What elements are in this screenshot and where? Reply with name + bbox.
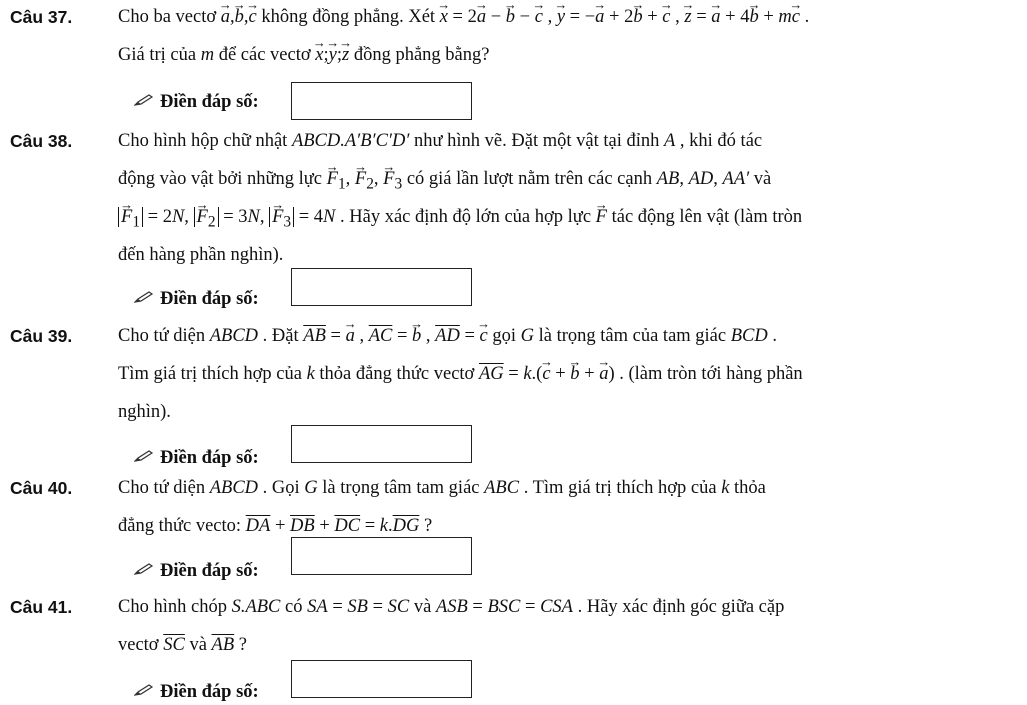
question-40-line-1: Cho tứ diện ABCD . Gọi G là trọng tâm tam giác ABC . Tìm giá trị thích hợp của k thỏa [118, 478, 766, 498]
question-number: Câu 41. [10, 597, 73, 617]
pencil-icon [134, 286, 154, 312]
question-38-line-4: đến hàng phần nghìn). [118, 245, 284, 265]
answer-prompt: Điền đáp số: [134, 558, 259, 584]
question-39-line-2: Tìm giá trị thích hợp của k thỏa đẳng thức vectơ $\overline{AG} = k.(\to c$ + → b + → a) . (làm tròn tới hàng phần [118, 361, 803, 387]
question-number: Câu 40. [10, 478, 73, 498]
question-38-line-1: Cho hình hộp chữ nhật ABCD.A′B′C′D′ như hình vẽ. Đặt một vật tại đỉnh A , khi đó tác [118, 131, 763, 151]
question-39-line-3: nghìn). [118, 402, 171, 422]
pencil-icon [134, 89, 154, 115]
question-41-line-1: Cho hình chóp S.ABC có SA = SB = SC và ASB = BSC = CSA . Hãy xác định góc giữa cặp [118, 597, 785, 617]
pencil-icon [134, 679, 154, 705]
answer-prompt: Điền đáp số: [134, 679, 259, 705]
question-37-line-1: Cho ba vectơ → a,→ b,→ c không đồng phẳng. Xét → x = 2→ a − → b − → c , → y = −→ a + 2→ b + → c , → z = → a + 4→ b + m→ c . [118, 4, 809, 30]
answer-input-box[interactable] [291, 537, 472, 575]
question-39-line-1: Cho tứ diện ABCD . Đặt $\overline{AB}$ = → a , $\overline{AC}$ = → b , $\overline{AD}$ = → c gọi G là trọng tâm của tam giác BCD . [118, 323, 777, 349]
answer-input-box[interactable] [291, 268, 472, 306]
answer-input-box[interactable] [291, 82, 472, 120]
answer-prompt: Điền đáp số: [134, 286, 259, 312]
question-41-line-2: vectơ $\overline{SC}$ và $\overline{AB}$ ? [118, 635, 247, 655]
pencil-icon [134, 558, 154, 584]
answer-prompt: Điền đáp số: [134, 445, 259, 471]
answer-input-box[interactable] [291, 425, 472, 463]
question-number: Câu 38. [10, 131, 73, 151]
question-37-line-2: Giá trị của m để các vectơ → x;→ y;→ z đồng phẳng bằng? [118, 42, 489, 68]
question-38-line-3: → $F_1 = 2N$, → $F_2 = 3N$, → $F_3 = 4N$ . Hãy xác định độ lớn của hợp lực → F tác động lên vật (làm tròn [118, 204, 802, 236]
question-38-line-2: động vào vật bởi những lực → $F_1$, → $F_2$, → $F_3$ có giá lần lượt nằm trên các cạnh AB, AD, AA′ và [118, 166, 771, 198]
answer-input-box[interactable] [291, 660, 472, 698]
question-number: Câu 37. [10, 7, 73, 27]
question-40-line-2: đẳng thức vecto: $\overline{DA} + \overline{DB} + \overline{DC} = k.\overline{DG}$ ? [118, 516, 433, 536]
answer-prompt: Điền đáp số: [134, 89, 259, 115]
pencil-icon [134, 445, 154, 471]
question-number: Câu 39. [10, 326, 73, 346]
